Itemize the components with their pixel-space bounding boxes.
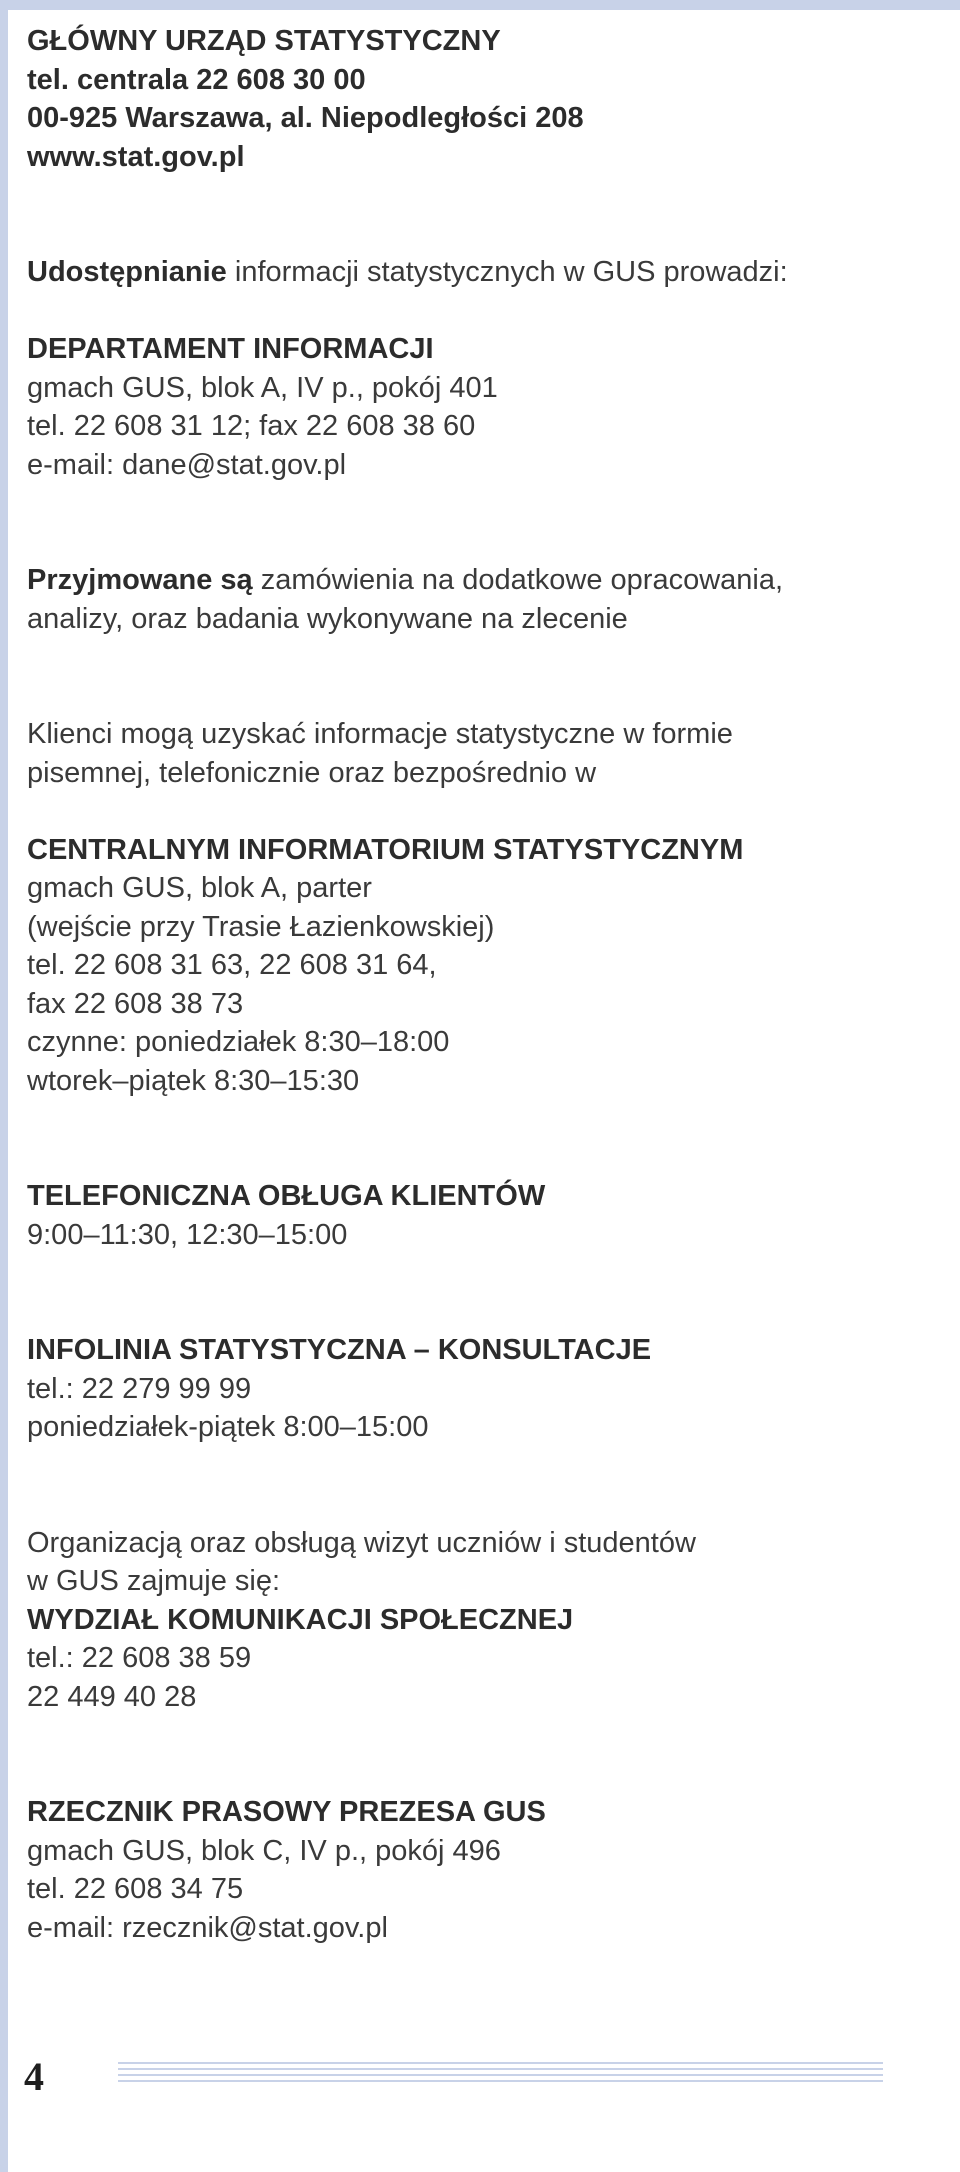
footer-rule-lines	[118, 2062, 883, 2088]
press-title: RZECZNIK PRASOWY PREZESA GUS	[27, 1796, 546, 1828]
clients-line-1: Klienci mogą uzyskać informacje statystyczne w formie	[27, 718, 733, 750]
central-info-location: gmach GUS, blok A, parter	[27, 872, 372, 904]
phone-service-section	[27, 1177, 927, 1254]
visits-title: WYDZIAŁ KOMUNIKACJI SPOŁECZNEJ	[27, 1603, 574, 1636]
dept-info-email[interactable]: e-mail: dane@stat.gov.pl	[27, 448, 347, 481]
dept-info-location: gmach GUS, blok A, IV p., pokój 401	[27, 371, 498, 404]
central-info-fax: fax 22 608 38 73	[27, 987, 244, 1020]
dept-info-section	[27, 330, 927, 484]
central-info-section	[27, 831, 927, 1101]
org-phone: tel. centrala 22 608 30 00	[27, 63, 366, 96]
clients-section	[27, 715, 927, 792]
press-phone: tel. 22 608 34 75	[27, 1873, 244, 1905]
visits-line-2: w GUS zajmuje się:	[27, 1565, 281, 1597]
orders-text-1: zamówienia na dodatkowe opracowania,	[252, 564, 784, 596]
left-border	[0, 0, 8, 2172]
press-email[interactable]: e-mail: rzecznik@stat.gov.pl	[27, 1911, 388, 1944]
page-number: 4	[24, 2054, 44, 2099]
footer-rule-4	[118, 2080, 883, 2082]
press-location: gmach GUS, blok C, IV p., pokój 496	[27, 1834, 501, 1867]
intro-bold: Udostępnianie	[27, 256, 227, 288]
visits-phone-1: tel.: 22 608 38 59	[27, 1642, 252, 1674]
central-info-title: CENTRALNYM INFORMATORIUM STATYSTYCZNYM	[27, 833, 744, 866]
footer-rule-2	[118, 2068, 883, 2070]
hotline-hours: poniedziałek-piątek 8:00–15:00	[27, 1411, 429, 1443]
org-name: GŁÓWNY URZĄD STATYSTYCZNY	[27, 25, 501, 57]
press-section	[27, 1793, 927, 1947]
org-website[interactable]: www.stat.gov.pl	[27, 140, 245, 173]
visits-line-1: Organizacją oraz obsługą wizyt uczniów i studentów	[27, 1526, 696, 1559]
visits-section	[27, 1524, 927, 1717]
footer-rule-1	[118, 2062, 883, 2064]
footer-rule-3	[118, 2074, 883, 2076]
central-info-phone: tel. 22 608 31 63, 22 608 31 64,	[27, 949, 437, 981]
hotline-title: INFOLINIA STATYSTYCZNA – KONSULTACJE	[27, 1334, 652, 1366]
phone-service-hours: 9:00–11:30, 12:30–15:00	[27, 1218, 348, 1251]
org-address: 00-925 Warszawa, al. Niepodległości 208	[27, 102, 584, 134]
intro-text	[27, 253, 927, 292]
header-section	[27, 22, 927, 176]
page-content	[27, 22, 927, 1947]
orders-line-2: analizy, oraz badania wykonywane na zlecenie	[27, 602, 628, 635]
dept-info-title: DEPARTAMENT INFORMACJI	[27, 333, 434, 365]
phone-service-title: TELEFONICZNA OBŁUGA KLIENTÓW	[27, 1180, 546, 1212]
central-info-hours-2: wtorek–piątek 8:30–15:30	[27, 1064, 360, 1097]
visits-phone-2: 22 449 40 28	[27, 1680, 197, 1713]
orders-bold: Przyjmowane są	[27, 564, 253, 596]
dept-info-phone: tel. 22 608 31 12; fax 22 608 38 60	[27, 410, 476, 442]
clients-line-2: pisemnej, telefonicznie oraz bezpośrednio w	[27, 756, 597, 789]
orders-line-1	[27, 561, 927, 600]
hotline-phone: tel.: 22 279 99 99	[27, 1372, 252, 1405]
orders-section	[27, 561, 927, 638]
top-border	[0, 0, 960, 10]
intro-rest: informacji statystycznych w GUS prowadzi:	[226, 256, 788, 288]
central-info-hours-1: czynne: poniedziałek 8:30–18:00	[27, 1026, 450, 1058]
hotline-section	[27, 1331, 927, 1447]
central-info-entrance: (wejście przy Trasie Łazienkowskiej)	[27, 910, 495, 943]
